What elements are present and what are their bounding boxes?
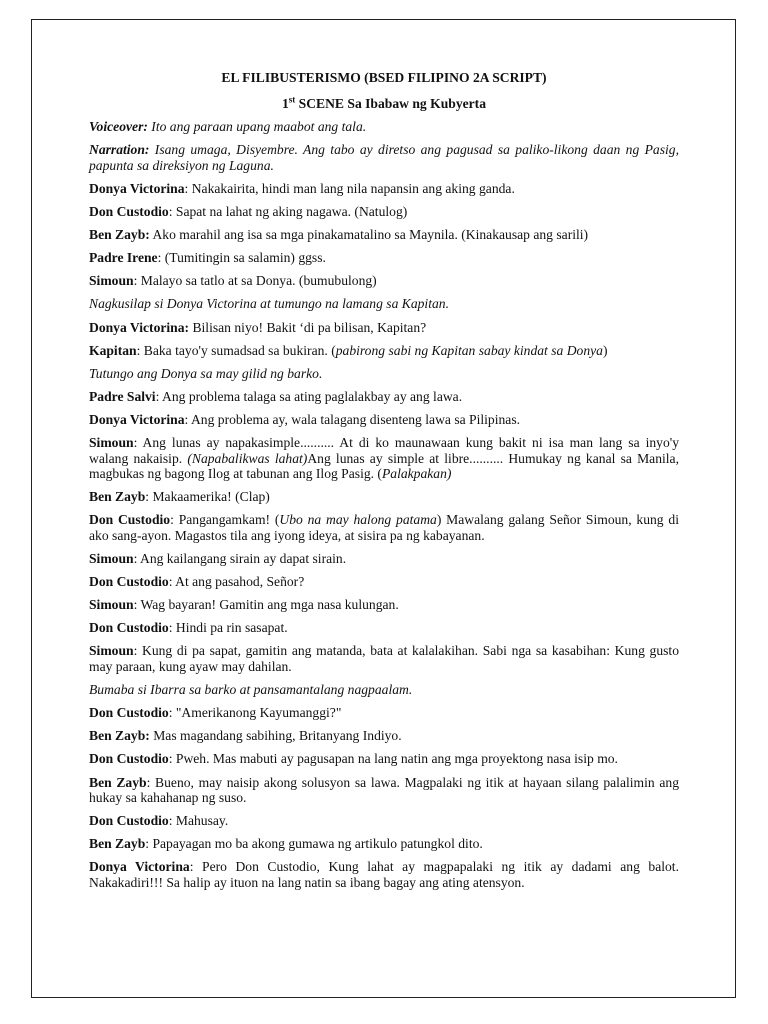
stage-direction: Bumaba si Ibarra sa barko at pansamantalang nagpaalam. xyxy=(89,682,413,698)
script-line xyxy=(89,682,679,698)
script-line xyxy=(89,728,679,744)
dialogue-text: : Pangangamkam! ( xyxy=(170,512,280,528)
script-line xyxy=(89,273,679,289)
scene-heading xyxy=(89,96,679,112)
script-line xyxy=(89,204,679,220)
speaker-name: Simoun xyxy=(89,597,134,613)
dialogue-text: : Baka tayo'y sumadsad sa bukiran. ( xyxy=(136,342,336,358)
script-line xyxy=(89,597,679,613)
dialogue-text: : Ang problema talaga sa ating paglalakbay ay ang lawa. xyxy=(155,388,463,404)
script-body xyxy=(89,70,679,898)
speaker-name: Don Custodio xyxy=(89,705,169,721)
speaker-name: Padre Salvi xyxy=(89,388,156,404)
dialogue-text: : Sapat na lahat ng aking nagawa. (Natulog) xyxy=(168,204,408,220)
script-line xyxy=(89,643,679,674)
script-line xyxy=(89,412,679,428)
dialogue-text: : Ang kailangang sirain ay dapat sirain. xyxy=(133,551,347,567)
speaker-name: Don Custodio xyxy=(89,751,169,767)
dialogue-text: : Ang problema ay, wala talagang disenteng lawa sa Pilipinas. xyxy=(184,411,521,427)
stage-direction: (Napabalikwas lahat) xyxy=(187,450,308,466)
dialogue-text: ) Mawalang galang Señor Simoun, kung di ako sang-ayon. Magastos tila ang iyong ideya, at sisira pa ng kabayanan. xyxy=(89,512,679,543)
script-line xyxy=(89,181,679,197)
dialogue-text: Ako marahil ang isa sa mga pinakamatalino sa Maynila. (Kinakausap ang sarili) xyxy=(149,227,589,243)
script-line xyxy=(89,551,679,567)
speaker-name: Don Custodio xyxy=(89,813,169,829)
dialogue-text: : Papayagan mo ba akong gumawa ng artikulo patungkol dito. xyxy=(145,836,483,852)
speaker-name: Ben Zayb xyxy=(89,489,146,505)
speaker-name: Donya Victorina: xyxy=(89,319,190,335)
dialogue-text: : (Tumitingin sa salamin) ggss. xyxy=(157,250,326,266)
speaker-name: Don Custodio xyxy=(89,620,169,636)
script-line xyxy=(89,142,679,173)
script-line xyxy=(89,705,679,721)
speaker-name: Simoun xyxy=(89,435,134,450)
speaker-name: Padre Irene xyxy=(89,250,158,266)
script-line xyxy=(89,751,679,767)
script-line xyxy=(89,574,679,590)
script-line xyxy=(89,320,679,336)
speaker-name: Donya Victorina xyxy=(89,411,185,427)
dialogue-text: : Pweh. Mas mabuti ay pagusapan na lang natin ang mga proyektong nasa isip mo. xyxy=(168,751,618,767)
dialogue-text: : Mahusay. xyxy=(168,813,229,829)
dialogue-text: : Nakakairita, hindi man lang nila napansin ang aking ganda. xyxy=(184,180,515,196)
script-line xyxy=(89,489,679,505)
script-line xyxy=(89,119,679,135)
script-line xyxy=(89,343,679,359)
stage-direction: pabirong sabi ng Kapitan sabay kindat sa Donya xyxy=(335,342,603,358)
speaker-name: Simoun xyxy=(89,551,134,567)
stage-direction: Ito ang paraan upang maabot ang tala. xyxy=(147,119,367,135)
speaker-name: Don Custodio xyxy=(89,512,171,528)
script-line xyxy=(89,859,679,890)
script-lines xyxy=(89,119,679,890)
dialogue-text: : Hindi pa rin sasapat. xyxy=(168,620,288,636)
script-line xyxy=(89,775,679,806)
script-line xyxy=(89,813,679,829)
dialogue-text: : Kung di pa sapat, gamitin ang matanda, bata at kalalakihan. Sabi nga sa kasabihan: Kung gusto may paraan, kung ayaw may dahilan. xyxy=(89,643,679,675)
script-line xyxy=(89,389,679,405)
speaker-name: Narration: xyxy=(89,142,150,158)
dialogue-text: : "Amerikanong Kayumanggi?" xyxy=(168,705,342,721)
speaker-name: Don Custodio xyxy=(89,574,169,590)
speaker-name: Ben Zayb: xyxy=(89,728,150,744)
speaker-name: Don Custodio xyxy=(89,204,169,220)
speaker-name: Donya Victorina xyxy=(89,180,185,196)
stage-direction: Nagkusilap si Donya Victorina at tumungo na lamang sa Kapitan. xyxy=(89,296,449,312)
dialogue-text: Bilisan niyo! Bakit ‘di pa bilisan, Kapitan? xyxy=(189,319,427,335)
speaker-name: Kapitan xyxy=(89,342,137,358)
script-line xyxy=(89,366,679,382)
speaker-name: Ben Zayb: xyxy=(89,227,150,243)
dialogue-text: Mas magandang sabihing, Britanyang Indiyo. xyxy=(149,728,402,744)
dialogue-text: : Bueno, may naisip akong solusyon sa lawa. Magpalaki ng itik at hayaan silang palalimin ang hukay sa kahahanap ng suso. xyxy=(89,774,680,806)
speaker-name: Ben Zayb xyxy=(89,774,147,790)
script-line xyxy=(89,836,679,852)
stage-direction: Ubo na may halong patama xyxy=(279,512,437,528)
dialogue-text: ) xyxy=(602,342,608,358)
script-line xyxy=(89,227,679,243)
dialogue-text: : Ang lunas ay napakasimple.......... At di ko maunawaan kung bakit ni isa man lang sa inyo'y walang nakaisip. xyxy=(89,435,679,466)
scene-number-suffix: st xyxy=(288,94,296,105)
script-line xyxy=(89,512,679,543)
dialogue-text: : Malayo sa tatlo at sa Donya. (bumubulong) xyxy=(133,273,377,289)
script-line xyxy=(89,620,679,636)
speaker-name: Simoun xyxy=(89,643,134,659)
dialogue-text: : At ang pasahod, Señor? xyxy=(168,574,305,590)
dialogue-text: : Pero Don Custodio, Kung lahat ay magpapalaki ng itik ay dadami ang balot. Nakakadiri!!! Sa halip ay ituon na lang natin sa ibang bagay ang ating atensyon. xyxy=(89,859,679,890)
stage-direction: Tutungo ang Donya sa may gilid ng barko. xyxy=(89,365,323,381)
script-line xyxy=(89,296,679,312)
script-line xyxy=(89,250,679,266)
speaker-name: Voiceover: xyxy=(89,119,148,135)
stage-direction: Isang umaga, Disyembre. Ang tabo ay diretso ang pagusad sa paliko-likong daan ng Pasig, papunta sa direksiyon ng Laguna. xyxy=(89,142,679,173)
dialogue-text: Ang lunas ay simple at libre.......... Humukay ng kanal sa Manila, magbukas ng bagong Ilog at tabunan ang Ilog Pasig. ( xyxy=(89,450,679,482)
stage-direction: Palakpakan) xyxy=(381,466,452,482)
scene-title: SCENE Sa Ibabaw ng Kubyerta xyxy=(295,95,487,111)
dialogue-text: : Wag bayaran! Gamitin ang mga nasa kulungan. xyxy=(133,597,399,613)
scene-number: 1 xyxy=(281,95,289,111)
script-line xyxy=(89,435,679,482)
document-title: EL FILIBUSTERISMO (BSED FILIPINO 2A SCRIPT) xyxy=(221,70,547,85)
speaker-name: Donya Victorina xyxy=(89,859,190,875)
dialogue-text: : Makaamerika! (Clap) xyxy=(145,489,270,505)
speaker-name: Ben Zayb xyxy=(89,836,146,852)
speaker-name: Simoun xyxy=(89,273,134,289)
